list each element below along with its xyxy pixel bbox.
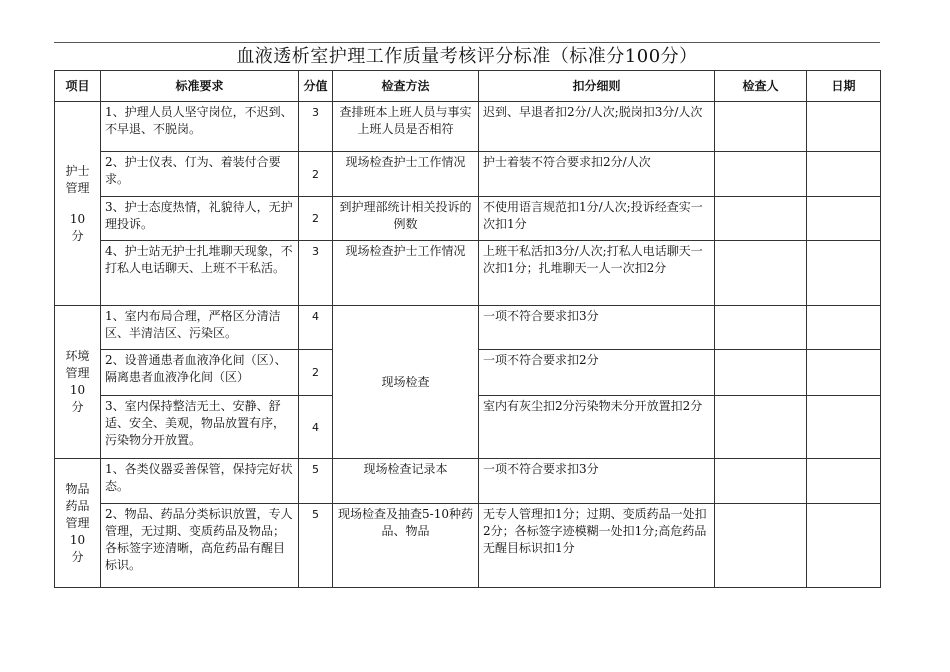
- category-cell: 物品 药品 管理 10 分: [55, 459, 101, 588]
- table-row: [55, 459, 881, 504]
- table-row: [55, 306, 881, 350]
- inspector-cell[interactable]: [715, 241, 807, 306]
- table-row: [55, 102, 881, 152]
- date-cell[interactable]: [807, 197, 881, 241]
- deduction-cell: 上班干私活扣3分/人次;打私人电话聊天一次扣1分；扎堆聊天一人一次扣2分: [479, 241, 715, 306]
- inspector-cell[interactable]: [715, 350, 807, 396]
- header-method: 检查方法: [333, 71, 479, 102]
- deduction-cell: 一项不符合要求扣2分: [479, 350, 715, 396]
- category-cell: 环境 管理 10 分: [55, 306, 101, 459]
- header-row: [55, 71, 881, 102]
- header-inspector: 检查人: [715, 71, 807, 102]
- score-cell: 3: [299, 241, 333, 306]
- date-cell[interactable]: [807, 504, 881, 588]
- score-cell: 3: [299, 102, 333, 152]
- method-cell: 查排班本上班人员与事实上班人员是否相符: [333, 102, 479, 152]
- inspector-cell[interactable]: [715, 102, 807, 152]
- page-title: 血液透析室护理工作质量考核评分标准（标准分100分）: [236, 46, 698, 67]
- requirement-cell: 3、护士态度热情，礼貌待人，无护理投诉。: [101, 197, 299, 241]
- requirement-cell: 3、室内保持整洁无土、安静、舒适、安全、美观，物品放置有序，污染物分开放置。: [101, 396, 299, 459]
- score-cell: 4: [299, 396, 333, 459]
- method-cell: 现场检查记录本: [333, 459, 479, 504]
- deduction-cell: 不使用语言规范扣1分/人次;投诉经查实一次扣1分: [479, 197, 715, 241]
- header-item: 项目: [55, 71, 101, 102]
- header-date: 日期: [807, 71, 881, 102]
- score-cell: 4: [299, 306, 333, 350]
- table-row: [55, 241, 881, 306]
- deduction-cell: 护士着装不符合要求扣2分/人次: [479, 152, 715, 197]
- date-cell[interactable]: [807, 350, 881, 396]
- date-cell[interactable]: [807, 102, 881, 152]
- assessment-table: [54, 70, 881, 588]
- score-cell: 2: [299, 350, 333, 396]
- requirement-cell: 2、设普通患者血液净化间（区）、隔离患者血液净化间（区）: [101, 350, 299, 396]
- method-cell: 现场检查及抽查5-10种药品、物品: [333, 504, 479, 588]
- date-cell[interactable]: [807, 241, 881, 306]
- requirement-cell: 1、室内布局合理，严格区分清洁区、半清洁区、污染区。: [101, 306, 299, 350]
- table-row: [55, 197, 881, 241]
- category-cell: 护士 管理 10 分: [55, 102, 101, 306]
- score-cell: 2: [299, 152, 333, 197]
- method-cell: 现场检查: [333, 306, 479, 459]
- requirement-cell: 2、护士仪表、仃为、着装付合要求。: [101, 152, 299, 197]
- requirement-cell: 1、护理人员人坚守岗位，不迟到、不早退、不脱岗。: [101, 102, 299, 152]
- requirement-cell: 2、物品、药品分类标识放置，专人管理，无过期、变质药品及物品；各标签字迹清晰，高危药品有醒目标识。: [101, 504, 299, 588]
- method-cell: 现场检查护士工作情况: [333, 241, 479, 306]
- method-cell: 到护理部统计相关投诉的例数: [333, 197, 479, 241]
- table-row: [55, 504, 881, 588]
- date-cell[interactable]: [807, 306, 881, 350]
- deduction-cell: 迟到、早退者扣2分/人次;脱岗扣3分/人次: [479, 102, 715, 152]
- deduction-cell: 无专人管理扣1分；过期、变质药品一处扣2分；各标签字迹模糊一处扣1分;高危药品无醒目标识扣1分: [479, 504, 715, 588]
- score-cell: 2: [299, 197, 333, 241]
- header-score: 分值: [299, 71, 333, 102]
- inspector-cell[interactable]: [715, 396, 807, 459]
- header-requirement: 标准要求: [101, 71, 299, 102]
- deduction-cell: 一项不符合要求扣3分: [479, 459, 715, 504]
- top-rule: [54, 42, 880, 43]
- inspector-cell[interactable]: [715, 306, 807, 350]
- date-cell[interactable]: [807, 396, 881, 459]
- inspector-cell[interactable]: [715, 459, 807, 504]
- score-cell: 5: [299, 504, 333, 588]
- date-cell[interactable]: [807, 152, 881, 197]
- header-deduction: 扣分细则: [479, 71, 715, 102]
- deduction-cell: 一项不符合要求扣3分: [479, 306, 715, 350]
- inspector-cell[interactable]: [715, 504, 807, 588]
- score-cell: 5: [299, 459, 333, 504]
- inspector-cell[interactable]: [715, 197, 807, 241]
- deduction-cell: 室内有灰尘扣2分污染物未分开放置扣2分: [479, 396, 715, 459]
- date-cell[interactable]: [807, 459, 881, 504]
- requirement-cell: 4、护士站无护士扎堆聊天现象，不打私人电话聊天、上班不干私活。: [101, 241, 299, 306]
- inspector-cell[interactable]: [715, 152, 807, 197]
- table-row: [55, 152, 881, 197]
- requirement-cell: 1、各类仪器妥善保管，保持完好状态。: [101, 459, 299, 504]
- method-cell: 现场检查护士工作情况: [333, 152, 479, 197]
